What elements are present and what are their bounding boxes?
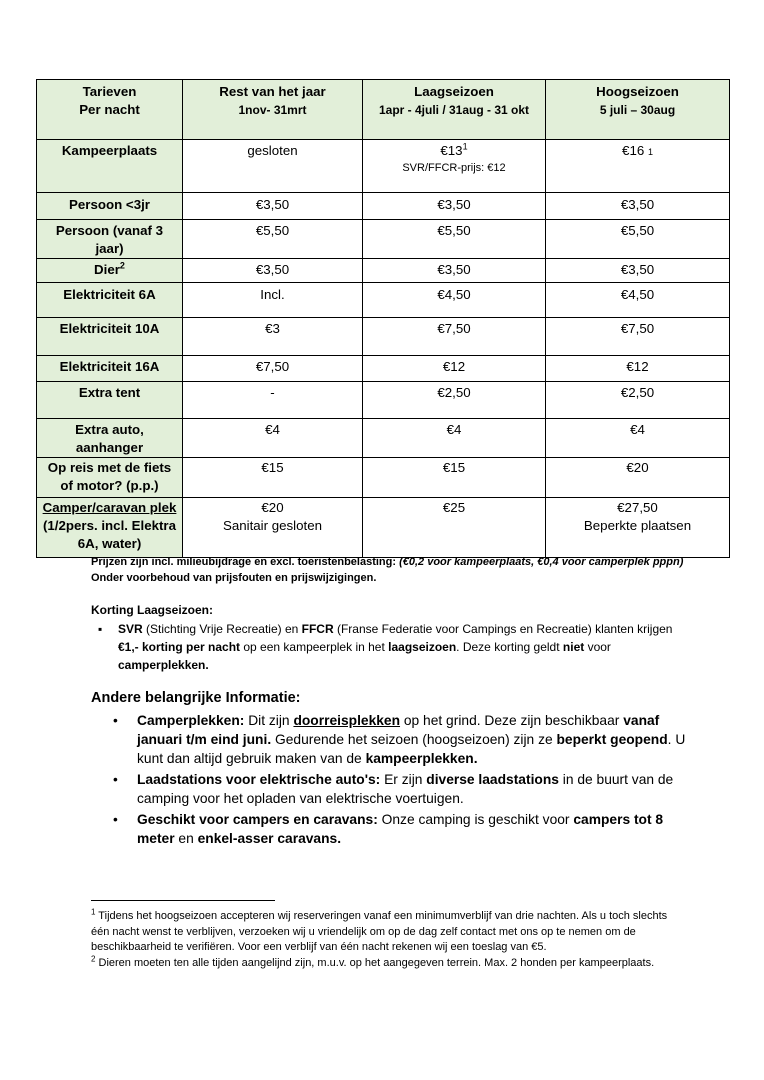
row-label: Elektriciteit 16A xyxy=(37,356,183,382)
cell-rest: Incl. xyxy=(183,283,363,318)
row-label: Dier$^2$ xyxy=(37,259,183,283)
cell-laag: €12 xyxy=(363,356,546,382)
row-label: Op reis met de fiets of motor? (p.p.) xyxy=(37,458,183,498)
cell-rest: €4 xyxy=(183,419,363,458)
cell-hoog: €12 xyxy=(546,356,730,382)
footnote-divider xyxy=(91,900,275,901)
korting-title: Korting Laagseizoen: xyxy=(91,603,214,617)
cell-rest: €20 Sanitair gesloten xyxy=(183,498,363,558)
info-title: Andere belangrijke Informatie: xyxy=(91,690,301,706)
info-item-geschikt: • Geschikt voor campers en caravans: Onze camping is geschikt voor campers tot 8 meter en enkel-asser caravans. xyxy=(113,812,664,846)
cell-hoog: €4 xyxy=(546,419,730,458)
table-row xyxy=(37,419,730,458)
footnotes xyxy=(91,909,676,971)
cell-hoog: €3,50 xyxy=(546,259,730,283)
row-label: Elektriciteit 10A xyxy=(37,318,183,356)
header-tarieven: Tarieven Per nacht xyxy=(37,80,183,140)
cell-laag: €15 xyxy=(363,458,546,498)
table-header-row xyxy=(37,80,730,140)
cell-rest: - xyxy=(183,382,363,419)
cell-rest: €3,50 xyxy=(183,259,363,283)
bullet-icon: • xyxy=(113,772,118,787)
cell-laag: €25 xyxy=(363,498,546,558)
prices-note: Prijzen zijn incl. milieubijdrage en excl. toeristenbelasting: (€0,2 voor kampeerplaats, €0,4 voor camperplek pppn) Onder voorbehoud van prijsfouten en prijswijzigingen. xyxy=(91,556,684,584)
info-item-laadstations: • Laadstations voor elektrische auto's: Er zijn diverse laadstations in de buurt van de camping voor het opladen van elektrische voertuigen. xyxy=(113,772,674,806)
header-hoogseizoen: Hoogseizoen 5 juli – 30aug xyxy=(546,80,730,140)
cell-rest: €15 xyxy=(183,458,363,498)
cell-rest: gesloten xyxy=(183,140,363,193)
row-label: Elektriciteit 6A xyxy=(37,283,183,318)
table-row xyxy=(37,498,730,558)
cell-rest: €3 xyxy=(183,318,363,356)
cell-rest: €3,50 xyxy=(183,193,363,220)
info-item-camperplekken: • Camperplekken: Dit zijn doorreisplekken op het grind. Deze zijn beschikbaar vanaf januari t/m eind juni. Gedurende het seizoen (hoogseizoen) zijn ze beperkt geopend. U kunt dan altijd gebruik maken van de kampeerplekken. xyxy=(113,713,686,766)
cell-hoog: €3,50 xyxy=(546,193,730,220)
row-label: Kampeerplaats xyxy=(37,140,183,193)
cell-hoog: €4,50 xyxy=(546,283,730,318)
footnote-2: $^2$ Dieren moeten ten alle tijden aangelijnd zijn, m.u.v. op het aangegeven terrein. Max. 2 honden per kampeerplaats. xyxy=(91,953,655,969)
table-row xyxy=(37,458,730,498)
cell-rest: €7,50 xyxy=(183,356,363,382)
row-label: Persoon <3jr xyxy=(37,193,183,220)
square-bullet-icon: ▪ xyxy=(98,622,103,636)
table-row xyxy=(37,382,730,419)
table-row xyxy=(37,318,730,356)
bullet-icon: • xyxy=(113,713,118,728)
table-row xyxy=(37,140,730,193)
row-label: Extra tent xyxy=(37,382,183,419)
info-list xyxy=(113,711,697,850)
row-label: Camper/caravan plek (1/2pers. incl. Elektra 6A, water) xyxy=(37,498,183,558)
cell-laag: €4 xyxy=(363,419,546,458)
table-row xyxy=(37,356,730,382)
cell-laag: €3,50 xyxy=(363,259,546,283)
cell-laag: $€13^1$ SVR/FFCR-prijs: €12 xyxy=(363,140,546,193)
cell-hoog: €2,50 xyxy=(546,382,730,419)
cell-laag: €7,50 xyxy=(363,318,546,356)
row-label: Extra auto, aanhanger xyxy=(37,419,183,458)
cell-laag: €4,50 xyxy=(363,283,546,318)
table-row xyxy=(37,283,730,318)
row-label: Persoon (vanaf 3 jaar) xyxy=(37,220,183,259)
cell-laag: €5,50 xyxy=(363,220,546,259)
cell-hoog: €7,50 xyxy=(546,318,730,356)
cell-laag: €2,50 xyxy=(363,382,546,419)
cell-hoog: €20 xyxy=(546,458,730,498)
cell-rest: €5,50 xyxy=(183,220,363,259)
footnote-1: $^1$ Tijdens het hoogseizoen accepteren wij reserveringen vanaf een minimumverblijf van drie nachten. Als u toch slechts één nacht wenst te verblijven, verzoeken wij u vriendelijk om op de dag zelf contact met ons op te nemen om de beschikbaarheid te verifiëren. Voor een verblijf van één nacht rekenen wij een toeslag van €5. xyxy=(91,907,668,953)
table-row xyxy=(37,259,730,283)
cell-hoog: €27,50 Beperkte plaatsen xyxy=(546,498,730,558)
table-row xyxy=(37,220,730,259)
bullet-icon: • xyxy=(113,812,118,827)
cell-hoog: €5,50 xyxy=(546,220,730,259)
header-rest-van-het-jaar: Rest van het jaar 1nov- 31mrt xyxy=(183,80,363,140)
cell-hoog: €16 1 xyxy=(546,140,730,193)
cell-laag: €3,50 xyxy=(363,193,546,220)
korting-list-item: ▪ SVR (Stichting Vrije Recreatie) en FFCR (Franse Federatie voor Campings en Recreatie) klanten krijgen €1,- korting per nacht op een kampeerplek in het laagseizoen. Deze korting geldt niet voor camperplekken. xyxy=(98,622,673,672)
table-row xyxy=(37,193,730,220)
header-laagseizoen: Laagseizoen 1apr - 4juli / 31aug - 31 okt xyxy=(363,80,546,140)
rates-table xyxy=(36,79,730,558)
